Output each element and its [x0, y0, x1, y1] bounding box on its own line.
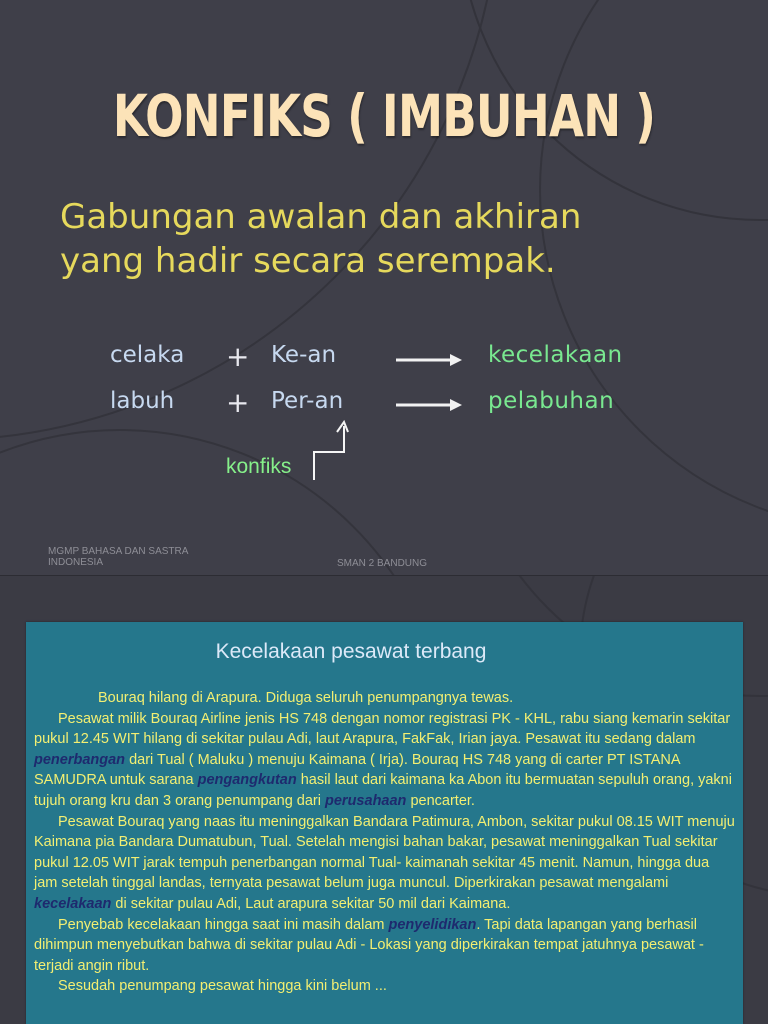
example-base-2: labuh [110, 388, 175, 414]
plus-sign-2: + [226, 386, 250, 419]
footer-left-line-1: MGMP BAHASA DAN SASTRA [48, 546, 189, 557]
pointer-arrow-icon [310, 418, 350, 482]
article-paragraph [34, 688, 736, 709]
slide-title: KONFIKS ( IMBUHAN ) [112, 82, 656, 150]
emphasized-word: kecelakaan [34, 895, 112, 912]
article-textbox [26, 622, 743, 1024]
arrow-right-icon [396, 395, 464, 415]
definition-line-2: yang hadir secara serempak. [60, 241, 556, 281]
example-base-1: celaka [110, 342, 185, 368]
article-title: Kecelakaan pesawat terbang [215, 640, 487, 663]
article-paragraph [34, 709, 736, 812]
article-text: Sesudah penumpang pesawat hingga kini belum ... [58, 978, 387, 995]
article-paragraph [34, 915, 736, 977]
article-text: di sekitar pulau Adi, Laut arapura sekitar 50 mil dari Kaimana. [111, 895, 511, 912]
article-text: Pesawat Bouraq yang naas itu meninggalkan Bandara Patimura, Ambon, sekitar pukul 08.15 WIT menuju Kaimana pia Bandara Dumatubun, Tual. Setelah mengisi bahan bakar, pesawat meninggalkan Tual sekitar pukul 12.05 WIT jarak tempuh penerbangan normal Tual- kaimanah sekitar 45 menit. Namun, hingga dua jam setelah tinggal landas, ternyata pesawat belum juga muncul. Diperkirakan pesawat mengalami [34, 813, 735, 892]
article-text: Bouraq hilang di Arapura. Diduga seluruh penumpangnya tewas. [98, 690, 514, 706]
article-text: dari Tual ( Maluku ) menuju Kaimana ( Irja). Bouraq HS 748 yang di carter PT ISTANA SAMUDRA untuk sarana [34, 751, 680, 789]
plus-sign-1: + [226, 340, 250, 373]
article-text: pencarter. [406, 792, 475, 809]
article-text: hasil laut dari kaimana ka Abon itu bermuatan sepuluh orang, yakni tujuh orang kru dan 3 orang penumpang dari [34, 772, 732, 809]
definition-line-1: Gabungan awalan dan akhiran [60, 197, 582, 237]
emphasized-word: penyelidikan [388, 916, 477, 933]
emphasized-word: penerbangan [34, 751, 126, 768]
emphasized-word: pengangkutan [197, 772, 297, 789]
article-paragraph [34, 812, 736, 915]
arrow-right-icon [396, 350, 464, 370]
example-result-1: kecelakaan [488, 342, 623, 368]
footer-left-line-2: INDONESIA [48, 557, 104, 568]
example-affix-2: Per-an [271, 388, 344, 414]
example-result-2: pelabuhan [488, 388, 615, 414]
article-text: Pesawat milik Bouraq Airline jenis HS 748 dengan nomor registrasi PK - KHL, rabu siang kemarin sekitar pukul 12.45 WIT hilang di sekitar pulau Adi, laut Arapura, FakFak, Irian jaya. Pesawat itu sedang dalam [34, 710, 731, 748]
definition-text [60, 195, 750, 283]
emphasized-word: perusahaan [325, 792, 407, 809]
footer-left [48, 546, 188, 568]
article-paragraph [34, 976, 736, 997]
article-text: . Tapi data lapangan yang berhasil dihimpun menyebutkan bahwa di sekitar pulau Adi - Lokasi yang diperkirakan tempat jatuhnya pesawat - terjadi angin ribut. [34, 916, 704, 974]
article-body [34, 688, 736, 997]
footer-center: SMAN 2 BANDUNG [337, 558, 428, 569]
example-affix-1: Ke-an [271, 342, 337, 368]
konfiks-label: konfiks [226, 455, 292, 478]
article-text: Penyebab kecelakaan hingga saat ini masih dalam [58, 916, 389, 933]
